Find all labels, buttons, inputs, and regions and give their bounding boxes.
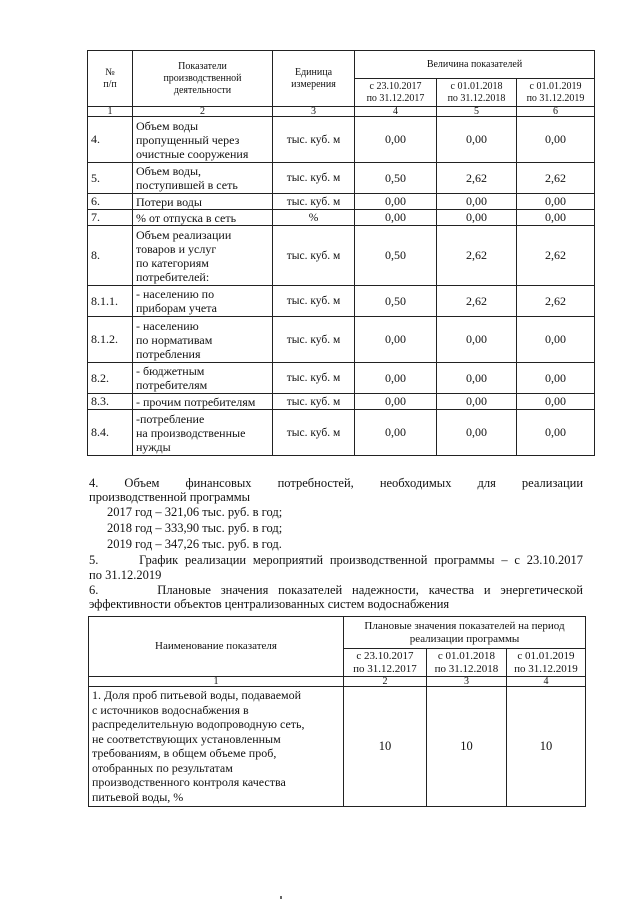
row-number: 8.4. bbox=[88, 410, 133, 456]
section-5-line-1: 5. График реализации мероприятий производственной программы – с 23.10.2017 bbox=[89, 553, 583, 567]
row-unit: тыс. куб. м bbox=[273, 286, 355, 317]
row-number: 7. bbox=[88, 210, 133, 226]
section-4-word: потребностей, bbox=[277, 476, 354, 490]
row-value: 0,00 bbox=[355, 194, 437, 210]
row-value: 2,62 bbox=[437, 226, 517, 286]
row-value: 2,62 bbox=[517, 286, 595, 317]
production-indicators-table bbox=[87, 50, 595, 456]
section-4-line-2: производственной программы bbox=[89, 490, 251, 504]
col-number: 4 bbox=[507, 677, 586, 687]
row-unit: тыс. куб. м bbox=[273, 194, 355, 210]
col-number: 6 bbox=[517, 107, 595, 117]
row-value: 0,00 bbox=[517, 117, 595, 163]
row-indicator: Объем воды, поступившей в сеть bbox=[133, 163, 273, 194]
row-indicator: Объем реализации товаров и услуг по категориям потребителей: bbox=[133, 226, 273, 286]
row-value: 2,62 bbox=[517, 226, 595, 286]
row-indicator: 1. Доля проб питьевой воды, подаваемой с источников водоснабжения в распределительную водопроводную сеть, не соответствующих установленным требованиям, в общем объеме проб, отобранных по результатам производственного контроля качества питьевой воды, % bbox=[89, 687, 344, 807]
table-row bbox=[88, 363, 595, 394]
row-value: 0,00 bbox=[355, 394, 437, 410]
row-indicator: - населению по приборам учета bbox=[133, 286, 273, 317]
row-value: 0,00 bbox=[355, 117, 437, 163]
col-number: 4 bbox=[355, 107, 437, 117]
row-value: 2,62 bbox=[517, 163, 595, 194]
row-value: 0,50 bbox=[355, 226, 437, 286]
scan-mark bbox=[280, 896, 282, 899]
table-row bbox=[88, 210, 595, 226]
header-period-2019: с 01.01.2019 по 31.12.2019 bbox=[507, 649, 586, 677]
section-4-word: необходимых bbox=[379, 476, 452, 490]
section-6-line-1: 6. Плановые значения показателей надежности, качества и энергетической bbox=[89, 583, 583, 597]
row-number: 8.3. bbox=[88, 394, 133, 410]
table-row bbox=[88, 163, 595, 194]
section-4-word: реализации bbox=[521, 476, 584, 490]
row-value: 10 bbox=[344, 687, 427, 807]
col-number: 5 bbox=[437, 107, 517, 117]
row-indicator: - прочим потребителям bbox=[133, 394, 273, 410]
table-row bbox=[88, 394, 595, 410]
row-value: 0,00 bbox=[517, 394, 595, 410]
row-value: 0,00 bbox=[517, 210, 595, 226]
table-row bbox=[89, 687, 586, 807]
finance-item-2018: 2018 год – 333,90 тыс. руб. в год; bbox=[107, 521, 283, 535]
finance-item-2019: 2019 год – 347,26 тыс. руб. в год. bbox=[107, 537, 282, 551]
row-value: 0,00 bbox=[437, 394, 517, 410]
row-indicator: -потребление на производственные нужды bbox=[133, 410, 273, 456]
row-value: 0,00 bbox=[517, 363, 595, 394]
row-value: 0,00 bbox=[437, 194, 517, 210]
column-number-row bbox=[89, 677, 586, 687]
row-value: 10 bbox=[507, 687, 586, 807]
row-number: 8.1.2. bbox=[88, 317, 133, 363]
row-number: 8.2. bbox=[88, 363, 133, 394]
row-unit: тыс. куб. м bbox=[273, 363, 355, 394]
table-row bbox=[88, 226, 595, 286]
header-indicator-name: Наименование показателя bbox=[89, 617, 344, 677]
header-name: Показатели производственной деятельности bbox=[133, 51, 273, 107]
header-period-2017: с 23.10.2017 по 31.12.2017 bbox=[355, 79, 437, 107]
section-4-word: Объем bbox=[124, 476, 160, 490]
section-4-word: финансовых bbox=[185, 476, 252, 490]
col-number: 2 bbox=[344, 677, 427, 687]
col-number: 1 bbox=[89, 677, 344, 687]
col-number: 3 bbox=[273, 107, 355, 117]
row-value: 0,50 bbox=[355, 163, 437, 194]
row-indicator: Потери воды bbox=[133, 194, 273, 210]
row-unit: тыс. куб. м bbox=[273, 117, 355, 163]
header-unit: Единица измерения bbox=[273, 51, 355, 107]
row-number: 8.1.1. bbox=[88, 286, 133, 317]
row-unit: тыс. куб. м bbox=[273, 226, 355, 286]
row-value: 0,00 bbox=[517, 410, 595, 456]
header-period-2018: с 01.01.2018 по 31.12.2018 bbox=[427, 649, 507, 677]
header-period-2017: с 23.10.2017 по 31.12.2017 bbox=[344, 649, 427, 677]
row-unit: % bbox=[273, 210, 355, 226]
row-unit: тыс. куб. м bbox=[273, 394, 355, 410]
header-planned-values: Плановые значения показателей на период реализации программы bbox=[344, 617, 586, 649]
row-value: 0,00 bbox=[437, 210, 517, 226]
row-unit: тыс. куб. м bbox=[273, 163, 355, 194]
header-num: № п/п bbox=[88, 51, 133, 107]
row-indicator: - бюджетным потребителям bbox=[133, 363, 273, 394]
section-4-line-1 bbox=[89, 476, 583, 491]
row-value: 0,00 bbox=[437, 363, 517, 394]
col-number: 3 bbox=[427, 677, 507, 687]
row-number: 5. bbox=[88, 163, 133, 194]
row-unit: тыс. куб. м bbox=[273, 410, 355, 456]
row-value: 2,62 bbox=[437, 163, 517, 194]
row-value: 0,00 bbox=[437, 317, 517, 363]
header-period-2018: с 01.01.2018 по 31.12.2018 bbox=[437, 79, 517, 107]
col-number: 1 bbox=[88, 107, 133, 117]
section-4-word: для bbox=[477, 476, 496, 490]
header-value-group: Величина показателей bbox=[355, 51, 595, 79]
section-4-word: 4. bbox=[89, 476, 99, 490]
row-indicator: Объем воды пропущенный через очистные сооружения bbox=[133, 117, 273, 163]
table-row bbox=[88, 117, 595, 163]
table-row bbox=[88, 194, 595, 210]
section-6-line-2: эффективности объектов централизованных систем водоснабжения bbox=[89, 597, 450, 611]
table-row bbox=[88, 410, 595, 456]
row-number: 8. bbox=[88, 226, 133, 286]
row-value: 0,00 bbox=[517, 317, 595, 363]
section-5-line-2: по 31.12.2019 bbox=[89, 568, 162, 582]
row-value: 10 bbox=[427, 687, 507, 807]
row-value: 0,00 bbox=[355, 363, 437, 394]
row-value: 0,00 bbox=[355, 317, 437, 363]
row-value: 0,00 bbox=[355, 410, 437, 456]
row-indicator: - населению по нормативам потребления bbox=[133, 317, 273, 363]
row-value: 0,00 bbox=[355, 210, 437, 226]
row-value: 0,00 bbox=[437, 117, 517, 163]
row-unit: тыс. куб. м bbox=[273, 317, 355, 363]
column-number-row bbox=[88, 107, 595, 117]
header-period-2019: с 01.01.2019 по 31.12.2019 bbox=[517, 79, 595, 107]
row-indicator: % от отпуска в сеть bbox=[133, 210, 273, 226]
row-value: 0,00 bbox=[437, 410, 517, 456]
col-number: 2 bbox=[133, 107, 273, 117]
reliability-indicators-table bbox=[88, 616, 586, 807]
row-value: 0,00 bbox=[517, 194, 595, 210]
table-row bbox=[88, 286, 595, 317]
table-row bbox=[88, 317, 595, 363]
finance-item-2017: 2017 год – 321,06 тыс. руб. в год; bbox=[107, 505, 283, 519]
row-number: 6. bbox=[88, 194, 133, 210]
row-value: 0,50 bbox=[355, 286, 437, 317]
row-value: 2,62 bbox=[437, 286, 517, 317]
row-number: 4. bbox=[88, 117, 133, 163]
